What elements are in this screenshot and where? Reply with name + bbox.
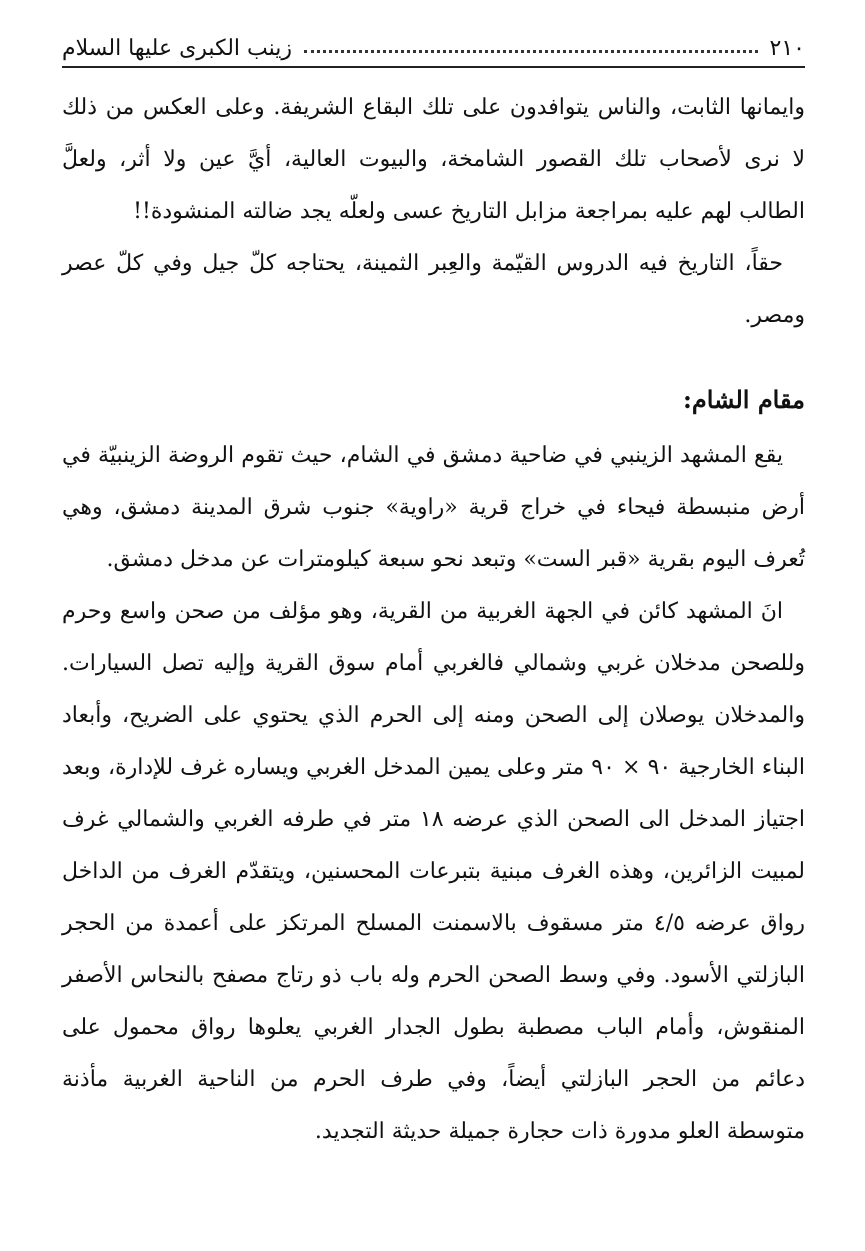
dotted-leader <box>304 50 758 53</box>
running-title: زينب الكبرى عليها السلام <box>62 35 293 61</box>
paragraph-1: وايمانها الثابت، والناس يتوافدون على تلك البقاع الشريفة. وعلى العكس من ذلك لا نرى لأصحاب تلك القصور الشامخة، والبيوت العالية، أيَّ عين ولا أثر، ولعلَّ الطالب لهم عليه بمراجعة مزابل التاريخ عسى ولعلّه يجد ضالته المنشودة!! <box>62 95 805 224</box>
page-number: ٢١٠ <box>769 35 805 61</box>
paragraph-3: يقع المشهد الزينبي في ضاحية دمشق في الشام، حيث تقوم الروضة الزينبيّة في أرض منبسطة فيحاء في خراج قرية «راوية» جنوب شرق المدينة دمشق، وهي تُعرف اليوم بقرية «قبر الست» وتبعد نحو سبعة كيلومترات عن مدخل دمشق. <box>62 443 805 572</box>
section-title: مقام الشام: <box>683 385 805 414</box>
paragraph-2: حقاً، التاريخ فيه الدروس القيّمة والعِبر الثمينة، يحتاجه كلّ جيل وفي كلّ عصر ومصر. <box>62 251 805 328</box>
page-header <box>62 32 805 64</box>
paragraph-4: انَ المشهد كائن في الجهة الغربية من القرية، وهو مؤلف من صحن واسع وحرم وللصحن مدخلان غربي وشمالي فالغربي أمام سوق القرية وإليه تصل السيارات. والمدخلان يوصلان إلى الصحن ومنه إلى الحرم الذي يحتوي على الضريح، وأبعاد البناء الخارجية ٩٠ × ٩٠ متر وعلى يمين المدخل الغربي ويساره غرف للإدارة، وبعد اجتياز المدخل الى الصحن الذي عرضه ١٨ متر في طرفه الغربي والشمالي غرف لمبيت الزائرين، وهذه الغرف مبنية بتبرعات المحسنين، ويتقدّم الغرف من الداخل رواق عرضه ٤/٥ متر مسقوف بالاسمنت المسلح المرتكز على أعمدة من الحجر البازلتي الأسود. وفي وسط الصحن الحرم وله باب ذو رتاج مصفح بالنحاس الأصفر المنقوش، وأمام الباب مصطبة بطول الجدار الغربي يعلوها رواق محمول على دعائم من الحجر البازلتي أيضاً، وفي طرف الحرم من الناحية الغربية مأذنة متوسطة العلو مدورة ذات حجارة جميلة حديثة التجديد. <box>62 599 806 1144</box>
page-body <box>62 82 805 1158</box>
header-rule <box>62 66 805 68</box>
